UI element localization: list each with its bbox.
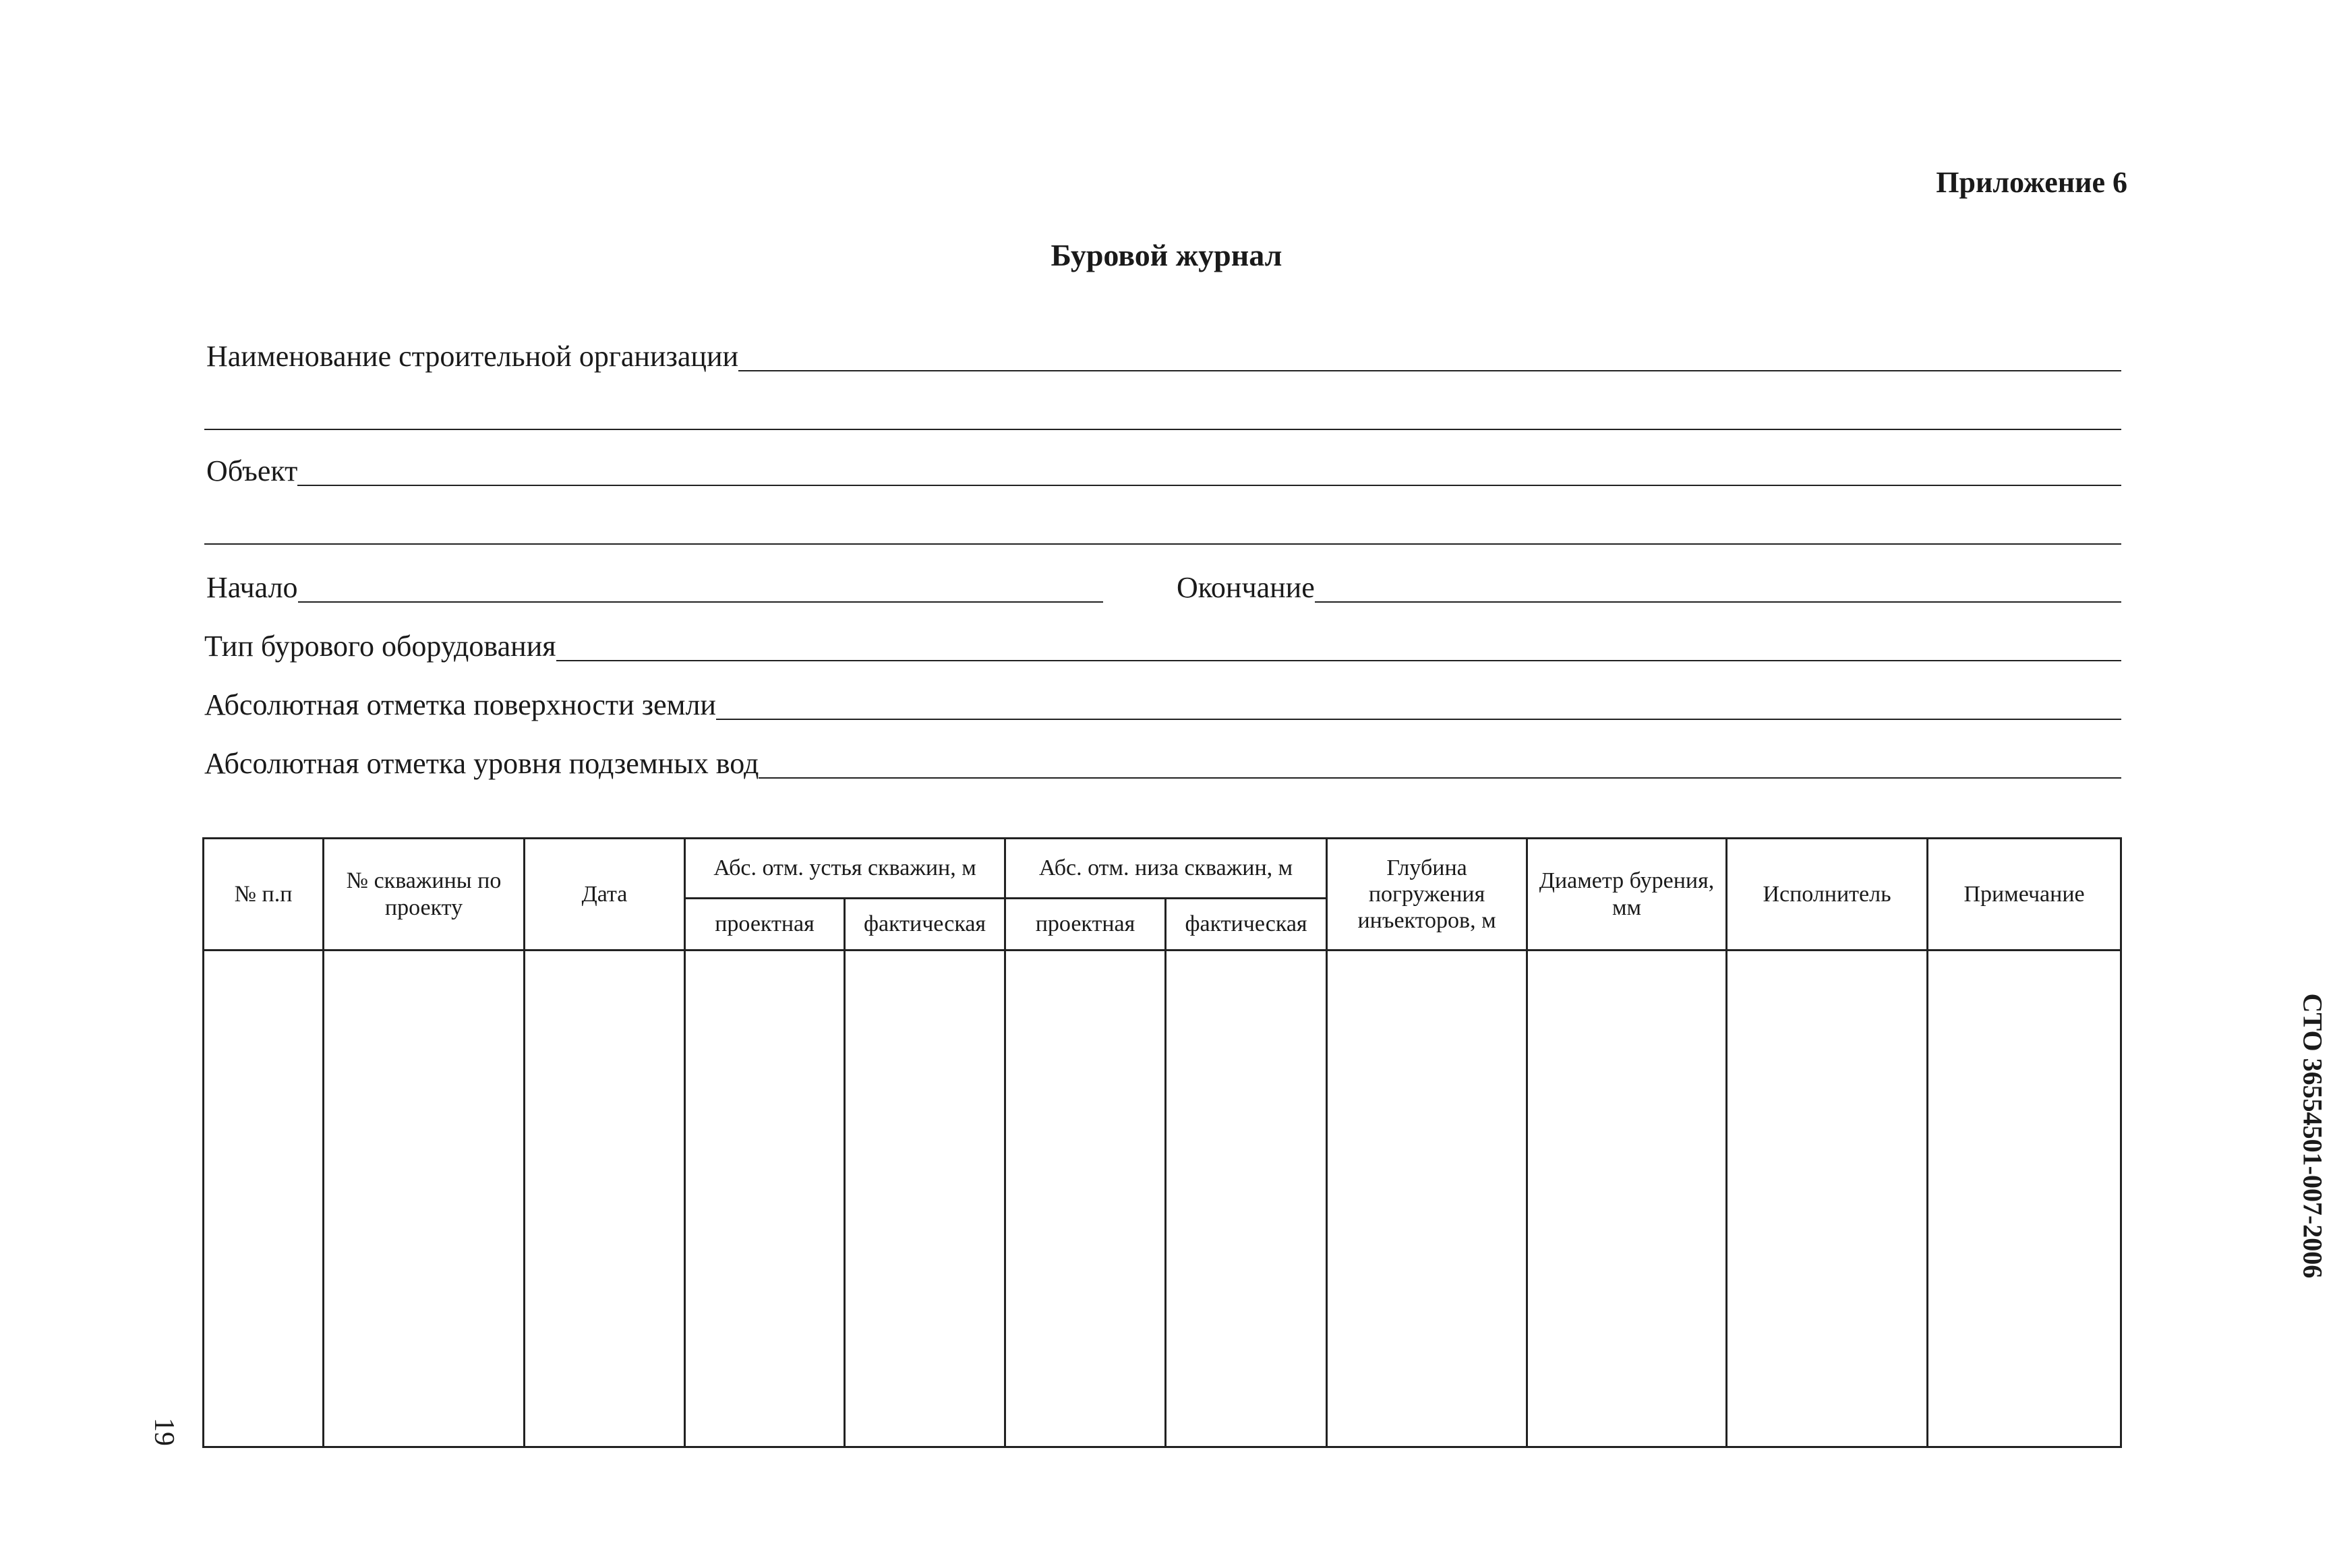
table-header-row bbox=[204, 839, 2121, 899]
standard-code: СТО 36554501-007-2006 bbox=[2297, 993, 2328, 1279]
ground-elevation-input-line[interactable] bbox=[716, 718, 2121, 720]
end-label: Окончание bbox=[1177, 571, 1315, 604]
organization-label: Наименование строительной организации bbox=[206, 340, 739, 373]
page-title: Буровой журнал bbox=[1051, 238, 1282, 272]
cell-note[interactable] bbox=[1928, 951, 2121, 1447]
cell-num[interactable] bbox=[204, 951, 324, 1447]
groundwater-elevation-input-line[interactable] bbox=[759, 777, 2121, 779]
cell-injector-depth[interactable] bbox=[1327, 951, 1527, 1447]
groundwater-elevation-label: Абсолютная отметка уровня подземных вод bbox=[204, 747, 759, 780]
cell-executor[interactable] bbox=[1727, 951, 1928, 1447]
end-input-line[interactable] bbox=[1315, 601, 2121, 603]
header-bottom-design: проектная bbox=[1005, 899, 1166, 951]
cell-mouth-actual[interactable] bbox=[845, 951, 1005, 1447]
organization-input-line[interactable] bbox=[738, 369, 2121, 371]
equipment-type-label: Тип бурового оборудования bbox=[204, 630, 556, 663]
header-bottom-elevation: Абс. отм. низа скважин, м bbox=[1005, 839, 1327, 899]
start-input-line[interactable] bbox=[298, 601, 1103, 603]
table-row bbox=[204, 951, 2121, 1447]
cell-drill-diameter[interactable] bbox=[1527, 951, 1727, 1447]
cell-well-number[interactable] bbox=[324, 951, 525, 1447]
start-label: Начало bbox=[206, 571, 298, 604]
header-bottom-actual: фактическая bbox=[1166, 899, 1327, 951]
groundwater-elevation-field bbox=[204, 741, 2121, 781]
equipment-type-input-line[interactable] bbox=[556, 659, 2122, 661]
header-injector-depth: Глубина погружения инъекторов, м bbox=[1327, 839, 1527, 951]
header-executor: Исполнитель bbox=[1727, 839, 1928, 951]
object-input-line[interactable] bbox=[297, 484, 2121, 486]
header-drill-diameter: Диаметр бурения, мм bbox=[1527, 839, 1727, 951]
page-number: 19 bbox=[148, 1418, 179, 1446]
drilling-journal-table bbox=[202, 837, 2122, 1448]
start-field bbox=[206, 565, 1103, 605]
cell-bottom-actual[interactable] bbox=[1166, 951, 1327, 1447]
appendix-label: Приложение 6 bbox=[1936, 166, 2127, 199]
header-note: Примечание bbox=[1928, 839, 2121, 951]
organization-continuation-line[interactable] bbox=[204, 429, 2121, 430]
ground-elevation-label: Абсолютная отметка поверхности земли bbox=[204, 688, 716, 721]
object-continuation-line[interactable] bbox=[204, 543, 2121, 545]
end-field bbox=[1177, 565, 2121, 605]
header-mouth-design: проектная bbox=[685, 899, 845, 951]
header-num: № п.п bbox=[204, 839, 324, 951]
header-well-number: № скважины по проекту bbox=[324, 839, 525, 951]
object-field bbox=[206, 448, 2121, 489]
header-mouth-actual: фактическая bbox=[845, 899, 1005, 951]
equipment-type-field bbox=[204, 624, 2121, 664]
header-mouth-elevation: Абс. отм. устья скважин, м bbox=[685, 839, 1005, 899]
header-date: Дата bbox=[525, 839, 685, 951]
organization-field bbox=[206, 334, 2121, 374]
cell-bottom-design[interactable] bbox=[1005, 951, 1166, 1447]
object-label: Объект bbox=[206, 454, 298, 487]
cell-mouth-design[interactable] bbox=[685, 951, 845, 1447]
ground-elevation-field bbox=[204, 682, 2121, 723]
cell-date[interactable] bbox=[525, 951, 685, 1447]
